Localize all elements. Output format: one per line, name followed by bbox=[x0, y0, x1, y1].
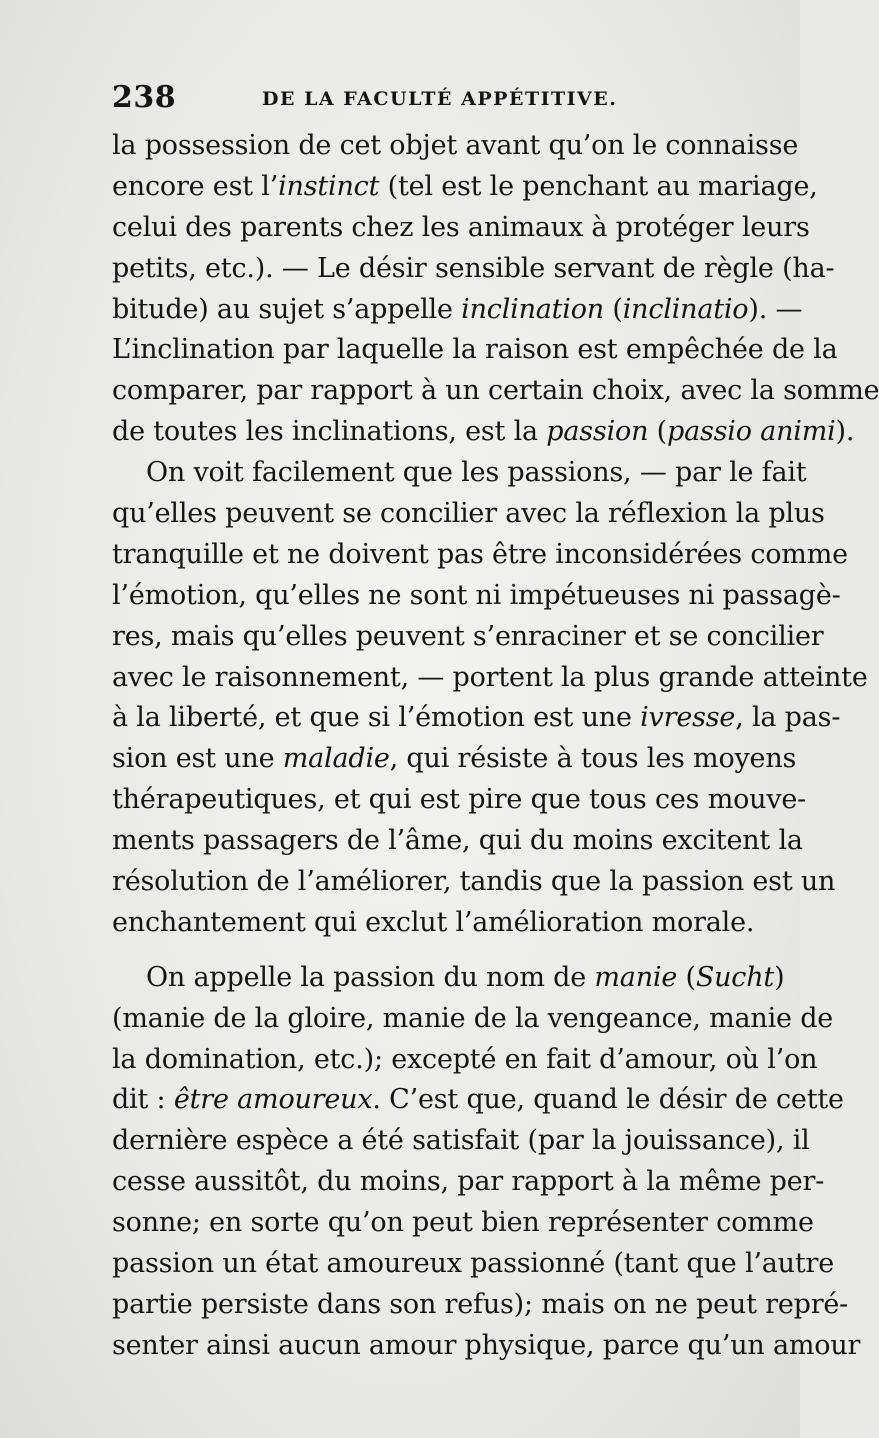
text-line: encore est l’instinct (tel est le penchant au mariage, bbox=[112, 170, 818, 202]
text-line: qu’elles peuvent se concilier avec la réflexion la plus bbox=[112, 498, 825, 530]
text-line: enchantement qui exclut l’amélioration morale. bbox=[112, 906, 755, 938]
text-line: res, mais qu’elles peuvent s’enraciner et se concilier bbox=[112, 620, 824, 652]
text-line: avec le raisonnement, — portent la plus grande atteinte bbox=[112, 661, 868, 693]
text-line: sion est une maladie, qui résiste à tous les moyens bbox=[112, 743, 797, 775]
text-line: la domination, etc.); excepté en fait d’amour, où l’on bbox=[112, 1043, 818, 1075]
text-line: tranquille et ne doivent pas être inconsidérées comme bbox=[112, 538, 848, 570]
text-line: l’émotion, qu’elles ne sont ni impétueuses ni passagè- bbox=[112, 579, 841, 611]
page-number: 238 bbox=[112, 80, 177, 115]
text-line: petits, etc.). — Le désir sensible servant de règle (ha- bbox=[112, 252, 835, 284]
page-body bbox=[112, 126, 879, 1367]
paragraph-1 bbox=[112, 126, 879, 453]
text-line: sonne; en sorte qu’on peut bien représenter comme bbox=[112, 1207, 814, 1239]
text-line: cesse aussitôt, du moins, par rapport à la même per- bbox=[112, 1166, 825, 1198]
text-line: thérapeutiques, et qui est pire que tous ces mouve- bbox=[112, 784, 807, 816]
text-line: senter ainsi aucun amour physique, parce qu’un amour bbox=[112, 1329, 861, 1361]
running-head: DE LA FACULTÉ APPÉTITIVE. bbox=[262, 88, 618, 110]
text-line: dit : être amoureux. C’est que, quand le désir de cette bbox=[112, 1084, 844, 1116]
text-line: On appelle la passion du nom de manie (Sucht) bbox=[146, 961, 785, 993]
text-line: On voit facilement que les passions, — par le fait bbox=[146, 457, 807, 489]
text-line: (manie de la gloire, manie de la vengeance, manie de bbox=[112, 1002, 834, 1034]
text-line: partie persiste dans son refus); mais on ne peut repré- bbox=[112, 1288, 849, 1320]
text-line: à la liberté, et que si l’émotion est une ivresse, la pas- bbox=[112, 702, 841, 734]
text-line: bitude) au sujet s’appelle inclination (inclinatio). — bbox=[112, 293, 803, 325]
text-line: L’inclination par laquelle la raison est empêchée de la bbox=[112, 334, 838, 366]
text-line: passion un état amoureux passionné (tant que l’autre bbox=[112, 1248, 835, 1280]
text-line: comparer, par rapport à un certain choix, avec la somme bbox=[112, 375, 879, 407]
text-line: la possession de cet objet avant qu’on le connaisse bbox=[112, 130, 799, 161]
page-header bbox=[112, 80, 772, 116]
text-line: résolution de l’améliorer, tandis que la passion est un bbox=[112, 866, 836, 898]
text-line: ments passagers de l’âme, qui du moins excitent la bbox=[112, 825, 803, 857]
paragraph-2 bbox=[112, 453, 868, 944]
text-line: de toutes les inclinations, est la passion (passio animi). bbox=[112, 416, 855, 448]
text-line: dernière espèce a été satisfait (par la jouissance), il bbox=[112, 1125, 810, 1157]
text-line: celui des parents chez les animaux à protéger leurs bbox=[112, 211, 810, 243]
paragraph-3 bbox=[112, 958, 861, 1367]
